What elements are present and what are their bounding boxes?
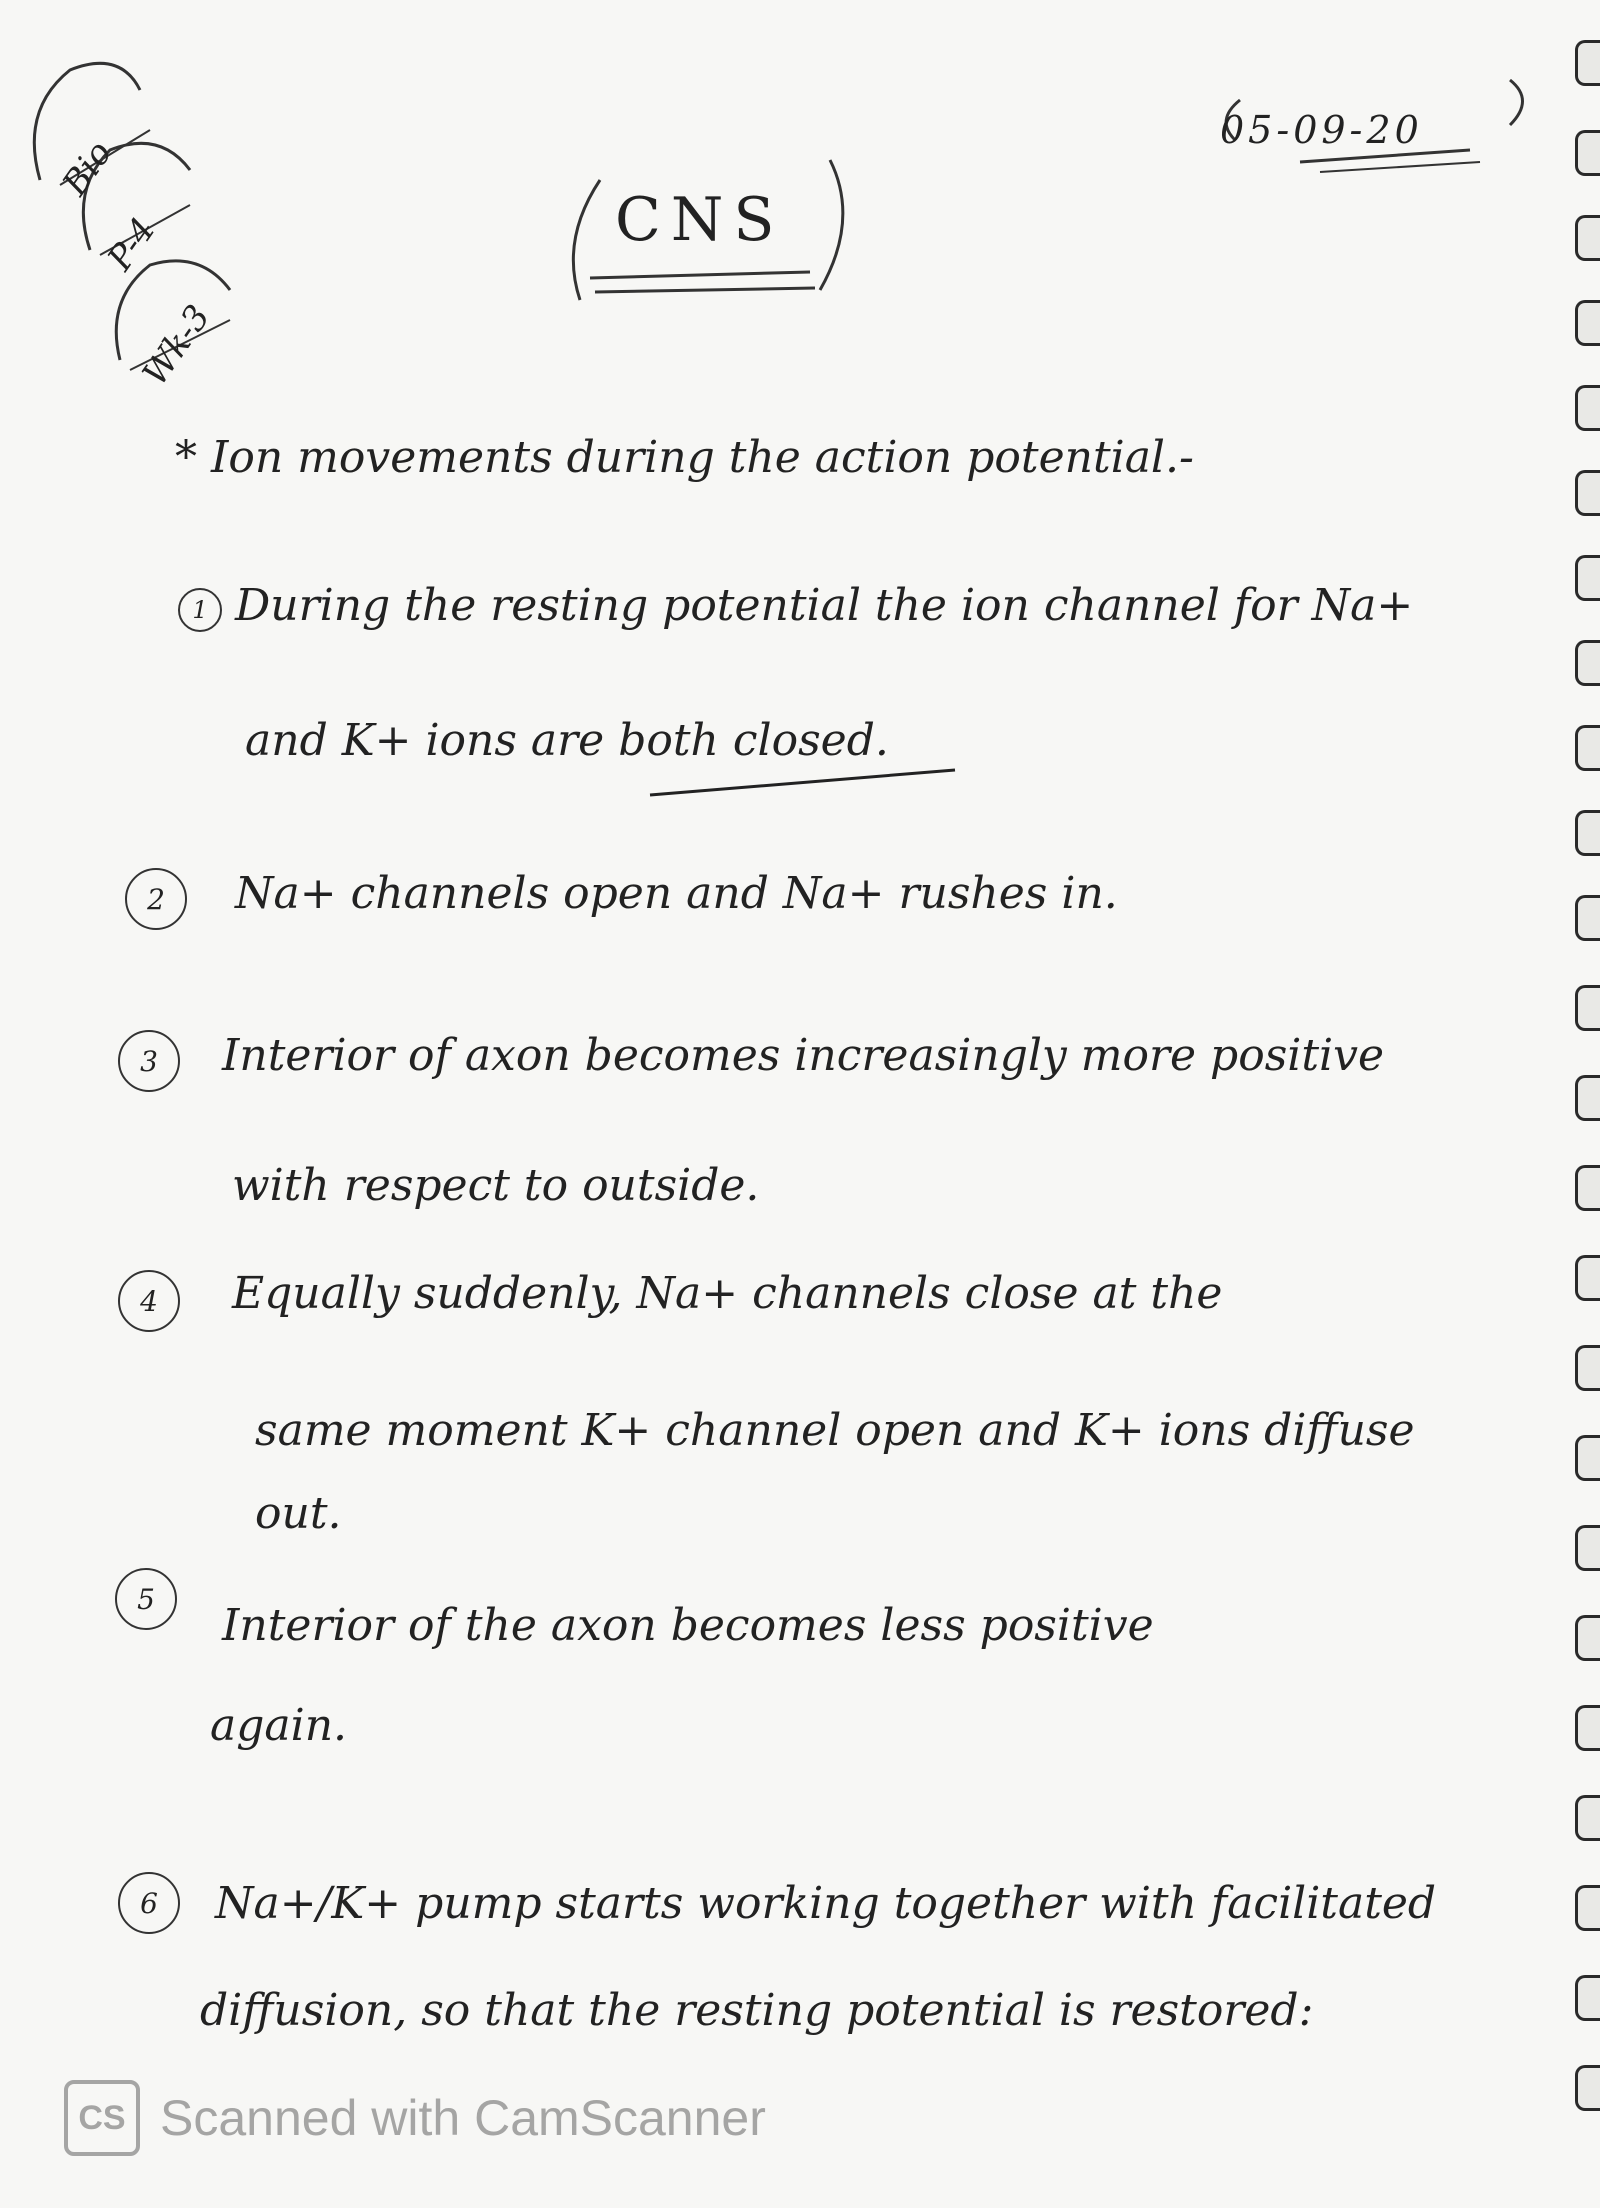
point-number-4: 4 <box>118 1270 180 1332</box>
point-1-line-1: During the resting potential the ion channel for Na+ <box>235 580 1414 631</box>
point-5-line-2: again. <box>210 1700 348 1751</box>
watermark-text: Scanned with CamScanner <box>160 2090 766 2146</box>
point-1-line-2: and K+ ions are both closed. <box>245 715 889 766</box>
point-3-line-2: with respect to outside. <box>232 1160 760 1211</box>
point-4-line-1: Equally suddenly, Na+ channels close at the <box>232 1268 1223 1319</box>
point-6-line-1: Na+/K+ pump starts working together with facilitated <box>215 1878 1437 1929</box>
point-number-2: 2 <box>125 868 187 930</box>
page-title: CNS <box>615 185 785 255</box>
point-4-line-2: same moment K+ channel open and K+ ions diffuse <box>255 1405 1415 1456</box>
point-3-line-1: Interior of axon becomes increasingly more positive <box>222 1030 1385 1081</box>
point-5-line-1: Interior of the axon becomes less positive <box>222 1600 1154 1651</box>
margin-note-page: P-4 <box>100 210 164 278</box>
point-number-6: 6 <box>118 1872 180 1934</box>
camscanner-logo-icon: CS <box>64 2080 140 2156</box>
camscanner-watermark <box>64 2080 766 2156</box>
point-number-3: 3 <box>118 1030 180 1092</box>
margin-note-subject: Bio <box>55 133 121 203</box>
point-4-line-3: out. <box>255 1488 342 1539</box>
point-6-line-2: diffusion, so that the resting potential is restored: <box>200 1985 1314 2036</box>
point-2-line-1: Na+ channels open and Na+ rushes in. <box>235 868 1118 919</box>
page-date: 05-09-20 <box>1220 108 1423 152</box>
point-number-1: 1 <box>178 588 222 632</box>
point-number-5: 5 <box>115 1568 177 1630</box>
section-heading: * Ion movements during the action potential.- <box>175 432 1194 483</box>
margin-note-week: Wk-3 <box>135 297 219 393</box>
